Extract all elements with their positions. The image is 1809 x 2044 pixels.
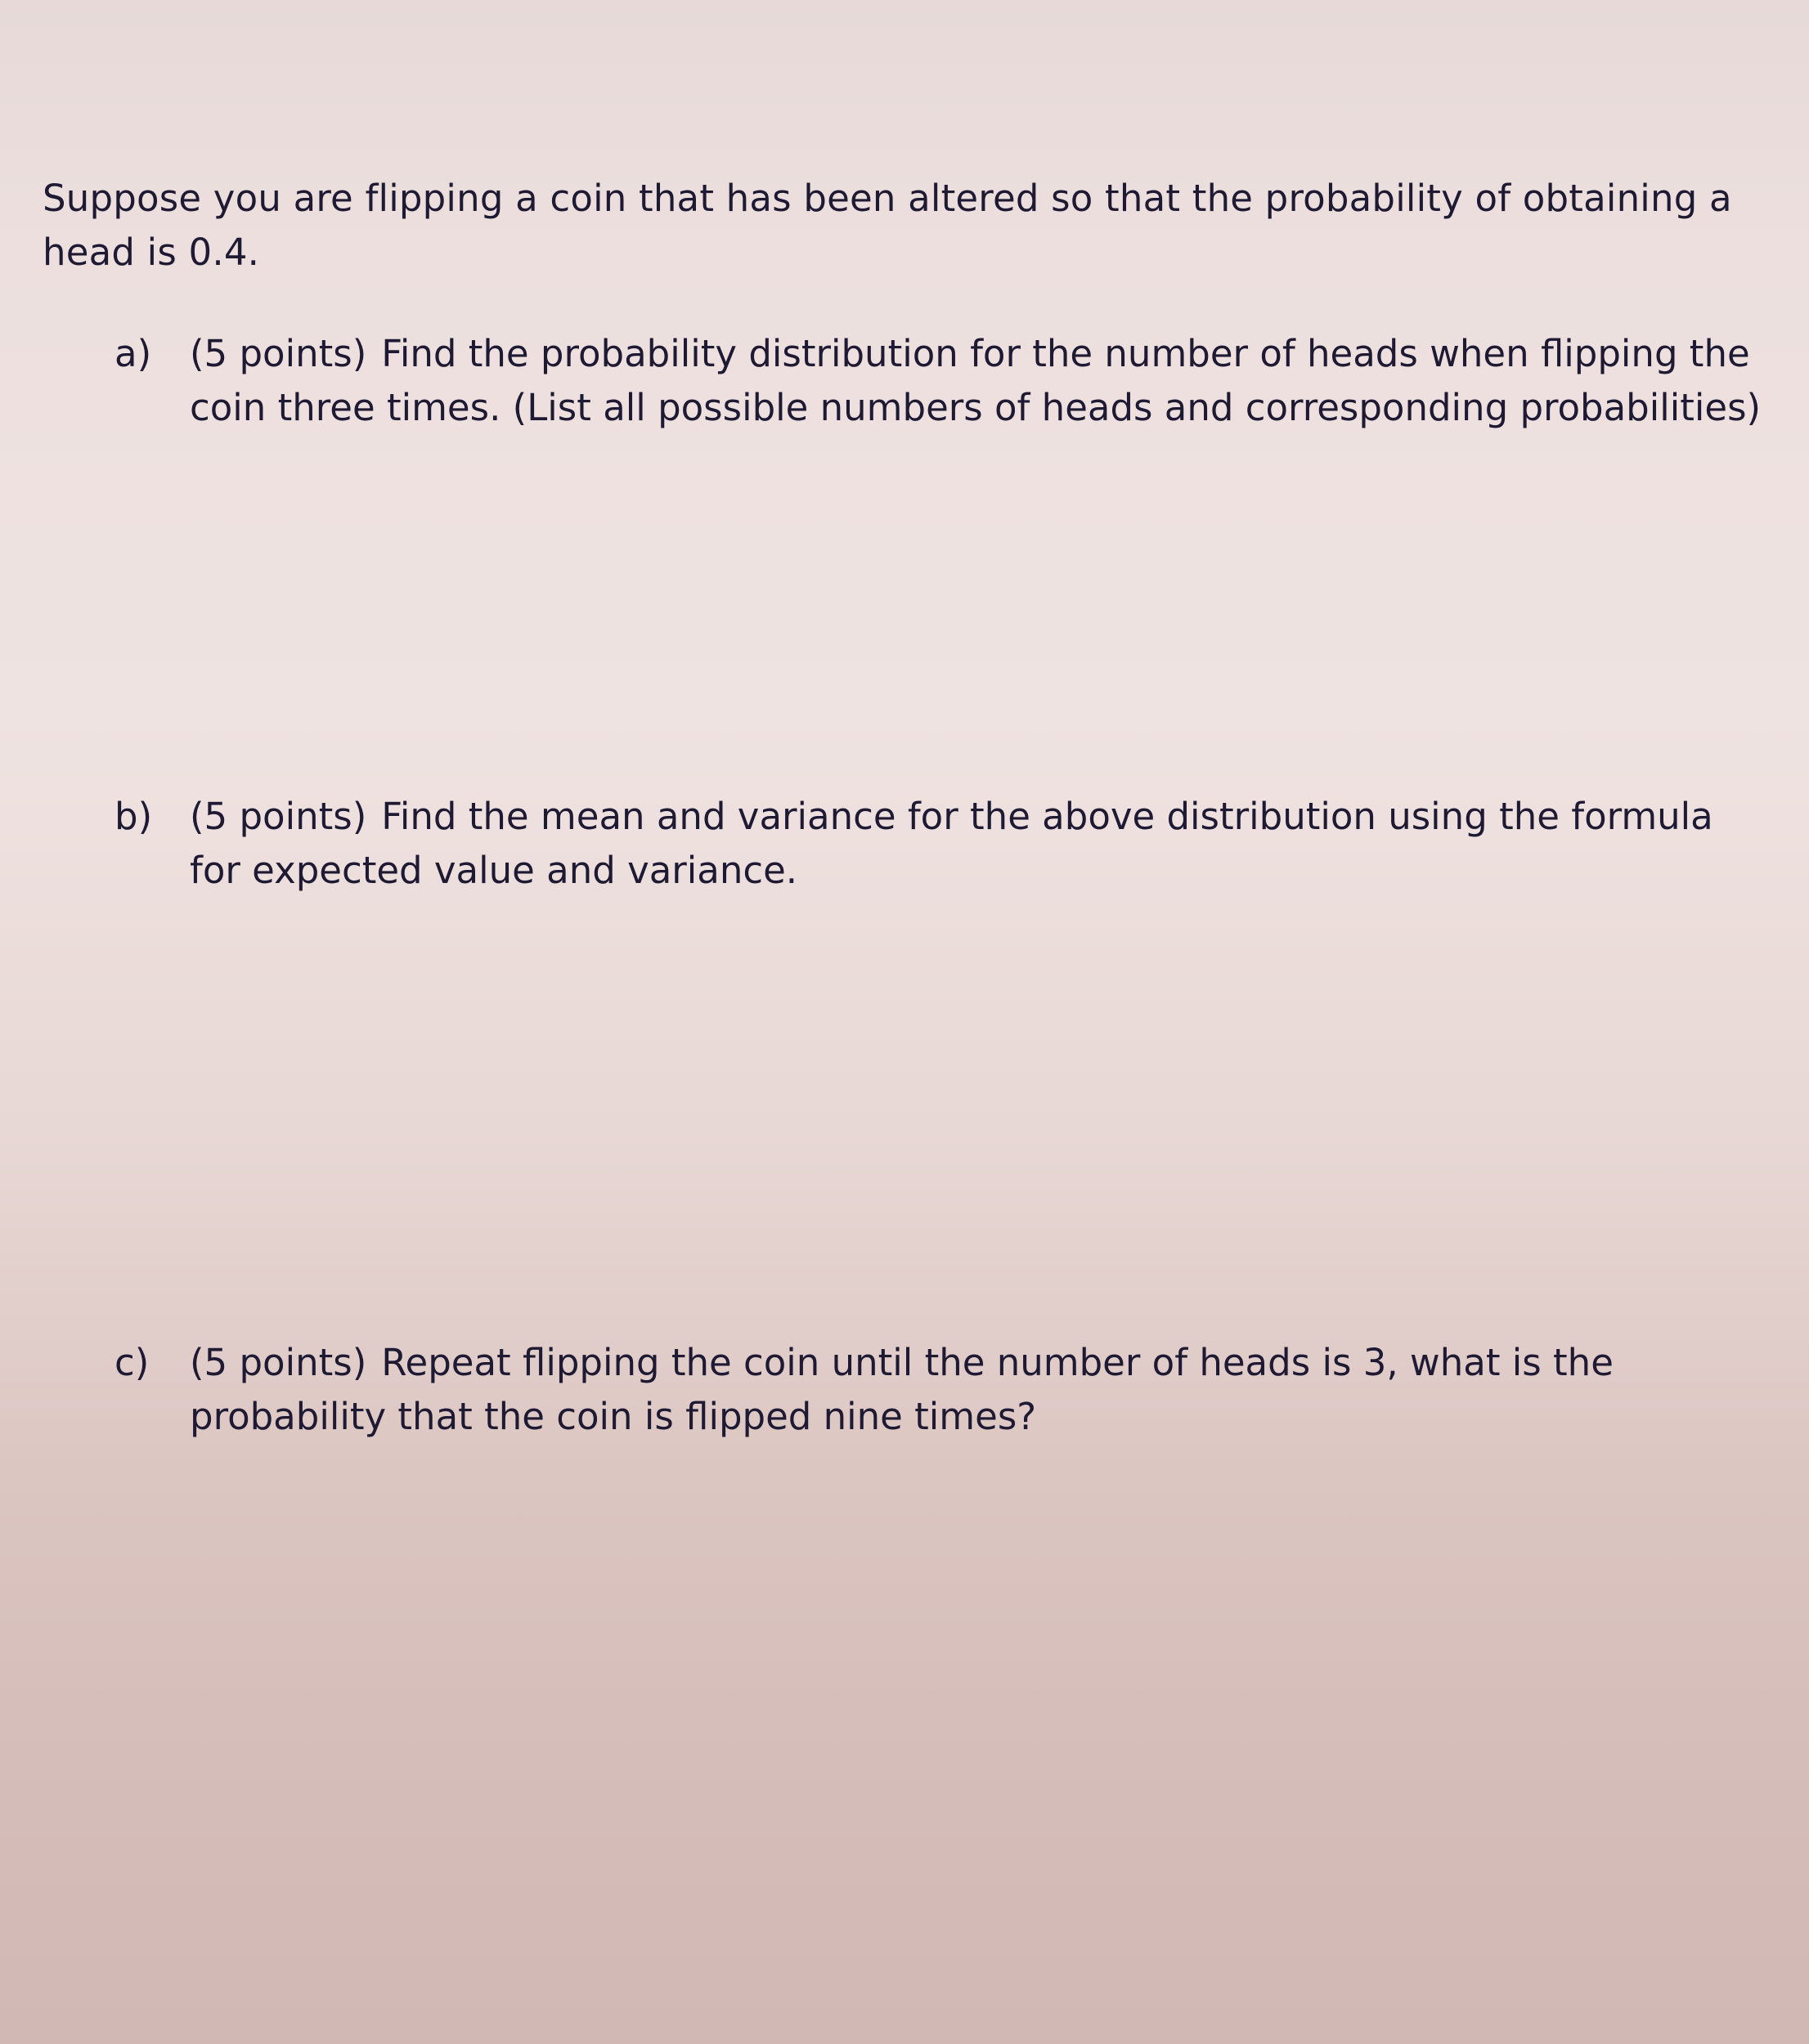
question-points: (5 points) <box>190 795 367 838</box>
question-c <box>114 1336 1775 1444</box>
question-body <box>190 790 1775 898</box>
question-a <box>114 327 1775 435</box>
question-label: b) <box>114 795 153 838</box>
question-body <box>190 327 1775 435</box>
question-points: (5 points) <box>190 1341 367 1384</box>
question-body <box>190 1336 1775 1444</box>
problem-intro: Suppose you are flipping a coin that has been altered so that the probability of obtaining a head is 0.4. <box>43 177 1732 274</box>
question-label: c) <box>114 1341 150 1384</box>
question-points: (5 points) <box>190 332 367 375</box>
question-text: Find the mean and variance for the above distribution using the formula for expected value and variance. <box>190 795 1713 892</box>
question-b <box>114 790 1775 898</box>
question-text: Find the probability distribution for the number of heads when flipping the coin three times. (List all possible numbers of heads and corresponding probabilities) <box>190 332 1762 429</box>
question-label: a) <box>114 332 152 375</box>
question-text: Repeat flipping the coin until the number of heads is 3, what is the probability that the coin is flipped nine times? <box>190 1341 1614 1438</box>
